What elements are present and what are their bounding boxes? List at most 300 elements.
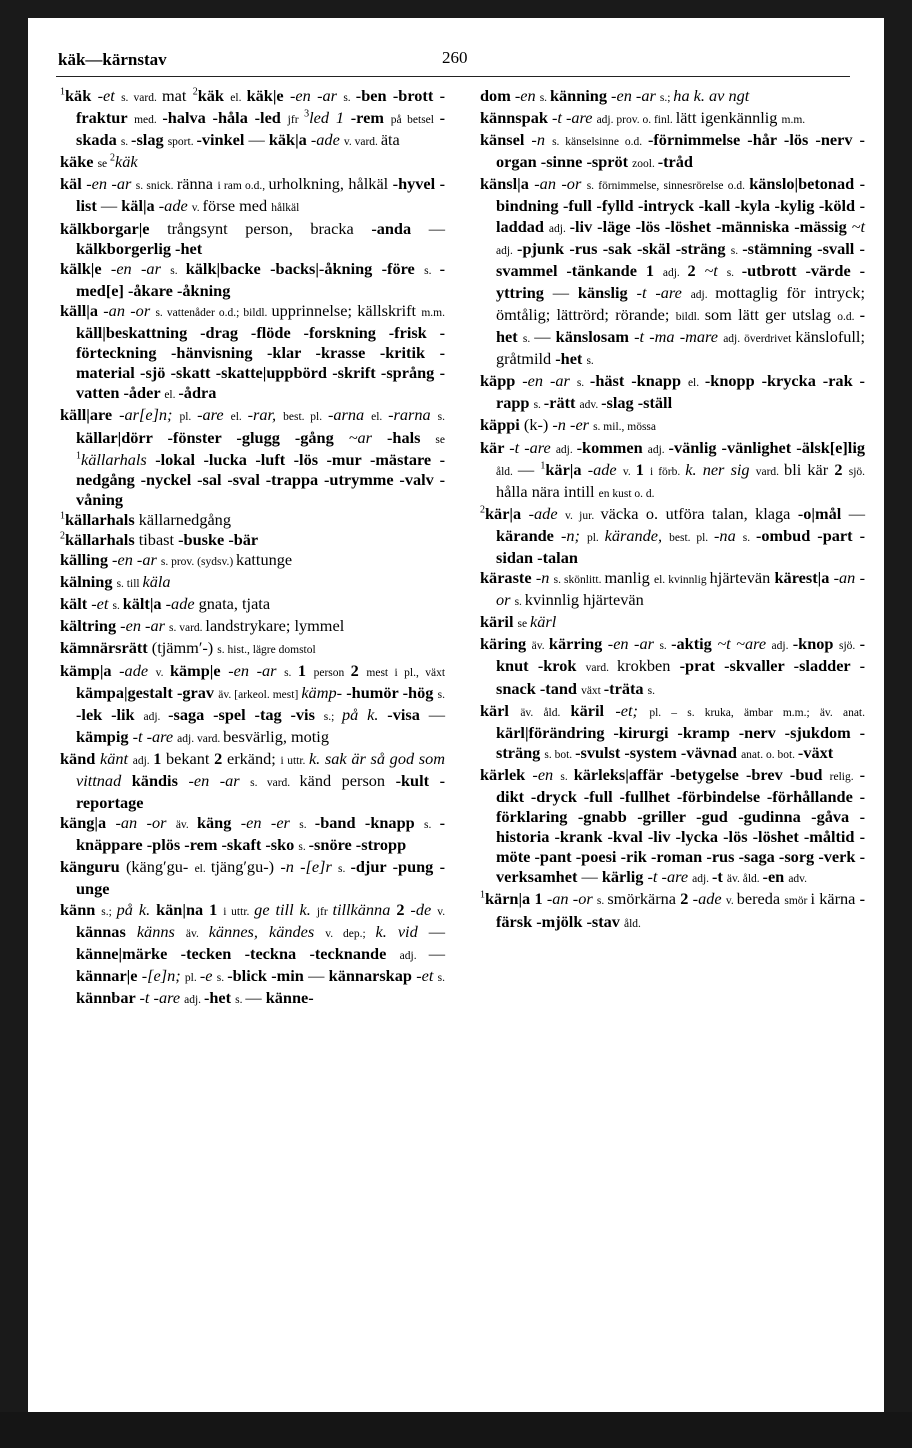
headword-text: -saga -spel -tag -vis: [168, 704, 324, 724]
label-text: adj.: [184, 993, 204, 1006]
headword-text: -aktig: [671, 634, 718, 654]
dictionary-entry: [480, 438, 865, 504]
label-text: s.: [112, 600, 123, 613]
dictionary-entry: [60, 174, 445, 218]
definition-text: besvärlig, motig: [223, 726, 329, 746]
headword-text: -stämning -svall -svammel -tänkande 1: [496, 238, 865, 280]
label-text: v.: [191, 202, 203, 215]
headword-text: kär|a: [545, 459, 588, 479]
homonym-number: 1: [540, 460, 546, 472]
headword-text: 1: [153, 748, 167, 768]
label-text: best. pl.: [669, 531, 715, 544]
label-text: adj.: [647, 443, 669, 456]
inflection-text: ge till k.: [254, 899, 317, 919]
headword-text: -kommen: [576, 437, 648, 457]
headword-text: -ombud -part -sidan -talan: [496, 525, 866, 567]
headword-text: kär: [480, 437, 510, 457]
label-text: s.;: [101, 905, 117, 918]
headword-text: kärande: [496, 525, 561, 545]
headword-text: käk: [197, 86, 231, 105]
label-text: pl.: [586, 531, 605, 544]
inflection-text: -en -ar: [120, 616, 169, 636]
inflection-text: -t -are: [647, 867, 693, 887]
dictionary-entry: [480, 701, 865, 765]
headword-text: käll|are: [60, 405, 120, 425]
headword-text: kälk|e: [60, 258, 111, 278]
inflection-text: -an -or: [103, 300, 156, 320]
headword-text: -lek -lik: [76, 704, 144, 724]
label-text: adj. prov. o. finl.: [596, 114, 676, 127]
definition-text: lätt igenkännlig: [675, 108, 782, 128]
inflection-text: tillkänna: [332, 899, 397, 919]
headword-text: -halva -håla -led: [162, 108, 288, 128]
inflection-text: -en -ar: [86, 174, 136, 194]
label-text: s. vard.: [121, 92, 162, 104]
label-text: el.: [230, 92, 247, 104]
definition-text: bekant: [166, 748, 215, 768]
headword-text: -slag -ställ: [601, 393, 673, 413]
label-text: jfr: [316, 905, 333, 918]
label-text: s. till: [116, 578, 143, 591]
headword-text: käraste: [480, 568, 536, 588]
definition-text: —: [248, 130, 269, 150]
inflection-text: -en: [514, 86, 540, 105]
headword-text: kärest|a: [774, 568, 834, 588]
headword-text: 2: [350, 660, 367, 680]
header-rule: [56, 76, 850, 77]
headword-text: -humör -hög: [346, 682, 438, 702]
headword-text: -ben -brott -fraktur: [76, 86, 446, 128]
inflection-text: -n;: [560, 525, 587, 545]
label-text: s. vattenåder o.d.; bildl.: [155, 306, 272, 319]
headword-text: känn: [60, 899, 102, 919]
inflection-text: -et: [91, 594, 113, 614]
headword-text: -utbrott -värde -yttring: [496, 260, 865, 302]
dictionary-entry: [60, 749, 445, 813]
label-text: v. dep.;: [325, 927, 376, 940]
dictionary-entry: [60, 616, 445, 638]
inflection-text: kärl: [530, 612, 557, 632]
label-text: s.: [560, 770, 574, 783]
definition-text: trångsynt person, bracka: [167, 218, 372, 238]
headword-text: -träta: [603, 678, 648, 698]
headword-text: kär|a: [485, 503, 529, 523]
label-text: s. snick.: [135, 180, 177, 193]
label-text: s.: [424, 264, 440, 277]
inflection-text: -en -ar: [611, 86, 660, 105]
inflection-text: -et;: [615, 700, 650, 720]
headword-text: 2: [214, 748, 227, 768]
inflection-text: -[e]n;: [141, 965, 185, 985]
headword-text: kämpa|gestalt -grav: [76, 682, 219, 702]
scan-border: [0, 1412, 912, 1448]
inflection-text: -ade: [528, 503, 566, 523]
label-text: med.: [134, 114, 163, 127]
inflection-text: k. ner sig: [685, 459, 756, 479]
definition-text: —: [245, 987, 266, 1007]
headword-text: -pjunk -rus -sak -skäl -sträng: [517, 238, 731, 258]
label-text: adj.: [143, 710, 169, 723]
inflection-text: -ar[e]n;: [119, 405, 180, 425]
dictionary-entry: [60, 510, 445, 530]
inflection-text: ~t: [704, 260, 727, 280]
label-text: se: [517, 618, 531, 631]
label-text: el.: [230, 411, 248, 424]
headword-text: känsl|a: [480, 174, 535, 194]
headword-text: kändis: [131, 771, 189, 790]
inflection-text: -t -are: [551, 108, 597, 128]
dictionary-entry: [60, 661, 445, 749]
definition-text: som lätt ger utslag: [704, 304, 838, 324]
inflection-text: -an -or: [115, 813, 176, 833]
label-text: åld.: [496, 465, 518, 478]
headword-text: kämp|e: [169, 660, 229, 680]
dictionary-entry: [60, 405, 445, 509]
headword-text: käril: [570, 700, 616, 720]
definition-text: mat: [161, 86, 193, 105]
definition-text: —: [534, 327, 556, 347]
label-text: äv.: [185, 927, 209, 940]
inflection-text: -rar,: [247, 405, 284, 425]
inflection-text: ha k. av ngt: [673, 86, 750, 105]
label-text: adj.: [662, 266, 688, 279]
headword-text: dom: [480, 86, 515, 105]
headword-text: känguru: [60, 857, 126, 877]
dictionary-entry: [60, 152, 445, 174]
label-text: s.: [298, 841, 309, 854]
homonym-number: 2: [110, 152, 116, 164]
dictionary-entry: [60, 219, 445, 259]
label-text: jfr: [287, 114, 305, 127]
definition-text: förse med: [202, 196, 272, 216]
headword-text: kärn|a 1: [485, 889, 547, 909]
definition-text: —: [428, 943, 445, 963]
dictionary-entry: [60, 638, 445, 660]
headword-text: känslo|betonad -bindning -full -fylld -intryck -kall -kyla -kylig -köld -laddad: [496, 174, 866, 236]
definition-text: manlig: [604, 568, 654, 588]
headword-text: 2: [396, 899, 411, 919]
label-text: s.: [424, 819, 440, 832]
label-text: sjö.: [838, 640, 860, 653]
definition-text: bereda: [736, 889, 785, 909]
dictionary-entry: [480, 130, 865, 174]
headword-text: -slag: [131, 130, 168, 150]
headword-text: -blick -min: [227, 965, 309, 985]
definition-text: mottaglig för intryck; ömtålig; lättrörd; rörande;: [496, 282, 865, 324]
dictionary-entry: [60, 857, 445, 899]
headword-text: -visa: [387, 704, 429, 724]
label-text: s. skönlitt.: [553, 574, 605, 587]
definition-text: upprinnelse; källskrift: [271, 300, 422, 320]
inflection-text: -en -ar: [607, 634, 660, 654]
headword-text: känslosam: [555, 327, 635, 347]
label-text: pl.: [184, 971, 200, 984]
definition-text: tjäng′gu-): [210, 857, 281, 877]
label-text: s.: [647, 684, 655, 697]
headword-text: käll|a: [60, 300, 104, 320]
headword-text: 1: [297, 660, 314, 680]
dictionary-entry: [480, 612, 865, 634]
label-text: mest i pl., växt: [366, 666, 446, 679]
headword-text: kältring: [60, 616, 121, 636]
definition-text: (tjämm′-): [151, 638, 218, 658]
definition-text: hålla nära intill: [496, 481, 599, 501]
definition-text: väcka o. utföra talan, klaga: [600, 503, 798, 523]
headword-text: -tråd: [657, 152, 693, 172]
dictionary-entry: [60, 86, 445, 152]
headword-text: -vänlig -vänlighet -älsk[e]lig: [668, 437, 865, 457]
label-text: adj.: [692, 873, 712, 886]
homonym-number: 2: [480, 504, 485, 516]
inflection-text: -ade: [587, 459, 623, 479]
inflection-text: -n: [531, 130, 553, 150]
headword-text: käke: [60, 152, 98, 172]
headword-text: -lokal -lucka -luft -lös -mur -mästare -nedgång -nyckel -sal -sval -trappa -utrymme -valv -våning: [76, 449, 445, 509]
label-text: åld.: [623, 917, 641, 930]
definition-text: i kärna: [810, 889, 860, 909]
label-text: s.: [539, 92, 550, 104]
headword-text: käk|a: [268, 130, 311, 150]
label-text: s.;: [323, 710, 342, 723]
headword-text: -prat -skvaller -sladder -snack -tand: [496, 656, 866, 698]
label-text: vard.: [585, 662, 618, 675]
dictionary-entry: [480, 415, 865, 437]
label-text: adj. överdrivet: [723, 333, 796, 346]
label-text: el.: [164, 389, 179, 402]
definition-text: (k-): [523, 415, 553, 435]
inflection-text: -en: [532, 764, 561, 784]
headword-text: känne|märke -tecken -teckna -tecknande: [76, 943, 400, 963]
headword-text: kälk|backe -backs|-åkning -före: [185, 258, 425, 278]
label-text: s.: [659, 640, 672, 653]
dictionary-entry: [480, 371, 865, 415]
inflection-text: källarhals: [81, 449, 156, 469]
definition-text: —: [308, 965, 329, 985]
label-text: adj.: [548, 222, 570, 235]
label-text: s.: [343, 92, 356, 104]
label-text: adv.: [788, 873, 808, 886]
label-text: m.m.: [421, 306, 445, 319]
label-text: s.: [514, 596, 525, 609]
inflection-text: -n -[e]r: [280, 857, 339, 877]
homonym-number: 2: [60, 530, 65, 542]
dictionary-entry: [480, 765, 865, 890]
inflection-text: kännes, kändes: [208, 921, 326, 941]
label-text: v.: [622, 465, 636, 478]
definition-text: landstrykare; lymmel: [205, 616, 345, 636]
inflection-text: -an -or: [546, 889, 597, 909]
inflection-text: -en -ar: [110, 258, 171, 278]
label-text: s.: [216, 971, 228, 984]
label-text: s.;: [659, 92, 674, 104]
headword-text: -svulst -system -vävnad: [575, 742, 742, 762]
headword-text: -en: [762, 867, 789, 887]
headword-text: -het: [496, 304, 866, 347]
inflection-text: -e: [199, 965, 217, 985]
headword-text: -band -knapp: [314, 813, 425, 833]
label-text: på betsel: [390, 114, 440, 127]
inflection-text: -de: [410, 899, 438, 919]
inflection-text: -ade: [692, 889, 726, 909]
headword-text: käll|beskattning -drag -flöde -forskning -frisk -förteckning -hänvisning -klar -krasse -kritik -material -sjö -skatt -skatte|uppbörd -skrift -språng -vatten -åder: [76, 323, 445, 403]
label-text: best. pl.: [283, 411, 328, 424]
label-text: pl.: [179, 411, 198, 424]
label-text: adj.: [132, 754, 154, 767]
headword-text: -het: [555, 349, 587, 369]
label-text: s.: [120, 136, 132, 149]
label-text: v.: [155, 666, 170, 679]
headword-text: kärl|förändring -kirurgi -kramp -nerv -sjukdom -sträng: [496, 722, 865, 762]
inflection-text: på k.: [342, 704, 388, 724]
inflection-text: -ade: [165, 594, 199, 614]
inflection-text: -et: [416, 965, 438, 985]
page-number: 260: [442, 48, 468, 67]
definition-text: bli kär: [784, 459, 835, 479]
label-text: i uttr.: [223, 905, 255, 918]
label-text: adj.: [496, 244, 518, 257]
label-text: s.: [522, 333, 535, 346]
label-text: äv.: [175, 819, 197, 832]
inflection-text: -rarna: [388, 405, 438, 425]
label-text: s.: [596, 895, 608, 908]
headword-text: käng|a: [60, 813, 116, 833]
headword-text: källarhals: [65, 529, 139, 549]
label-text: s. mil., mössa: [593, 421, 657, 434]
headword-text: -färsk -mjölk -stav: [496, 889, 866, 931]
headword-text: kännar|e: [76, 965, 142, 985]
inflection-text: -en -ar: [289, 86, 344, 105]
dictionary-entry: [60, 594, 445, 616]
inflection-text: -t -are: [636, 282, 691, 302]
inflection-text: -et: [97, 86, 122, 105]
headword-text: kännas: [76, 921, 137, 941]
inflection-text: känns: [136, 921, 186, 941]
dictionary-entry: [60, 572, 445, 594]
label-text: v.: [725, 895, 737, 908]
definition-text: källarnedgång: [138, 509, 231, 529]
inflection-text: -t -are: [509, 437, 556, 457]
label-text: sport.: [167, 136, 197, 149]
inflection-text: kämp-: [301, 682, 347, 702]
label-text: s. känselsinne o.d.: [552, 136, 648, 149]
label-text: i förb.: [650, 465, 686, 478]
headword-text: källarhals: [65, 509, 139, 529]
headword-text: källing: [60, 550, 113, 570]
inflection-text: -n: [535, 568, 554, 588]
label-text: person: [313, 666, 351, 679]
label-text: s.: [576, 377, 590, 390]
inflection-text: ~ar: [348, 427, 387, 447]
dictionary-entry: [480, 108, 865, 130]
dictionary-entry: [60, 813, 445, 857]
label-text: relig.: [829, 770, 860, 783]
definition-text: —: [581, 867, 602, 887]
definition-text: —: [100, 196, 122, 216]
inflection-text: k. vid: [375, 921, 429, 941]
dictionary-entry: [480, 889, 865, 933]
label-text: m.m.: [781, 114, 806, 127]
inflection-text: -na: [714, 525, 743, 545]
headword-text: -het: [203, 987, 236, 1007]
definition-text: känslofull; gråtmild: [496, 327, 865, 369]
definition-text: —: [428, 921, 446, 941]
label-text: se: [97, 158, 111, 171]
label-text: s. bot.: [544, 748, 576, 761]
inflection-text: -an -or: [534, 174, 587, 194]
dictionary-entry: [480, 86, 865, 108]
label-text: s. prov. (sydsv.): [160, 556, 237, 569]
headword-text: kärleks|affär -betygelse -brev -bud: [573, 764, 830, 784]
homonym-number: 1: [60, 510, 65, 522]
headword-text: käril: [480, 612, 518, 632]
headword-text: -växt: [797, 742, 834, 762]
inflection-text: -en -ar: [112, 550, 161, 570]
definition-text: (käng′gu-: [125, 857, 195, 877]
label-text: en kust o. d.: [598, 487, 655, 500]
label-text: adj.: [399, 949, 429, 962]
inflection-text: -ade: [310, 130, 344, 150]
headword-text: kärring: [548, 634, 608, 654]
inflection-text: -en -ar: [188, 771, 251, 790]
definition-text: —: [552, 282, 578, 302]
headword-text: kämnärsrätt: [60, 638, 152, 658]
label-text: äv. åld.: [520, 706, 571, 719]
headword-text: käring: [480, 634, 532, 654]
label-text: bildl.: [675, 310, 705, 323]
label-text: s.: [338, 863, 351, 876]
headword-text: kämp|a: [60, 660, 120, 680]
label-text: v. jur.: [565, 509, 601, 522]
inflection-text: ~t ~are: [717, 634, 772, 654]
dictionary-entry: [60, 900, 445, 1010]
label-text: adj.: [555, 443, 577, 456]
definition-text: tibast: [138, 529, 179, 549]
definition-text: äta: [380, 130, 400, 150]
label-text: adj.: [771, 640, 793, 653]
headword-text: -hals: [386, 427, 436, 447]
inflection-text: kärande,: [604, 525, 670, 545]
inflection-text: -n -er: [552, 415, 594, 435]
label-text: vard.: [755, 465, 785, 478]
headword-text: -snöre -stropp: [308, 835, 407, 855]
headword-text: käl|a: [121, 196, 159, 216]
headword-text: -vinkel: [196, 130, 249, 150]
label-text: s.: [437, 411, 445, 424]
definition-text: kattunge: [236, 550, 293, 570]
label-text: anat. o. bot.: [741, 748, 798, 761]
headword-text: -knop: [792, 634, 839, 654]
definition-text: urholkning, hålkäl: [268, 174, 393, 194]
label-text: i uttr.: [280, 754, 309, 767]
definition-text: —: [517, 459, 541, 479]
dictionary-entry: [60, 301, 445, 405]
label-text: s.: [299, 819, 315, 832]
homonym-number: 2: [192, 86, 198, 98]
label-text: s.: [437, 688, 445, 701]
headword-text: kälkborgerlig -het: [76, 238, 203, 258]
inflection-text: -t -are: [132, 726, 178, 746]
inflection-text: -are: [197, 405, 231, 425]
label-text: äv. [arkeol. mest]: [218, 688, 302, 701]
headword-text: känslig: [577, 282, 637, 302]
label-text: el. kvinnlig: [654, 574, 710, 587]
headword-text: -förnimmelse -hår -lös -nerv -organ -sinne -spröt: [496, 130, 865, 172]
headword-text: kält|a: [122, 594, 166, 614]
label-text: s.: [742, 531, 756, 544]
headword-text: kännspak: [480, 108, 552, 128]
label-text: i ram o.d.,: [217, 180, 269, 193]
inflection-text: käla: [142, 572, 171, 592]
